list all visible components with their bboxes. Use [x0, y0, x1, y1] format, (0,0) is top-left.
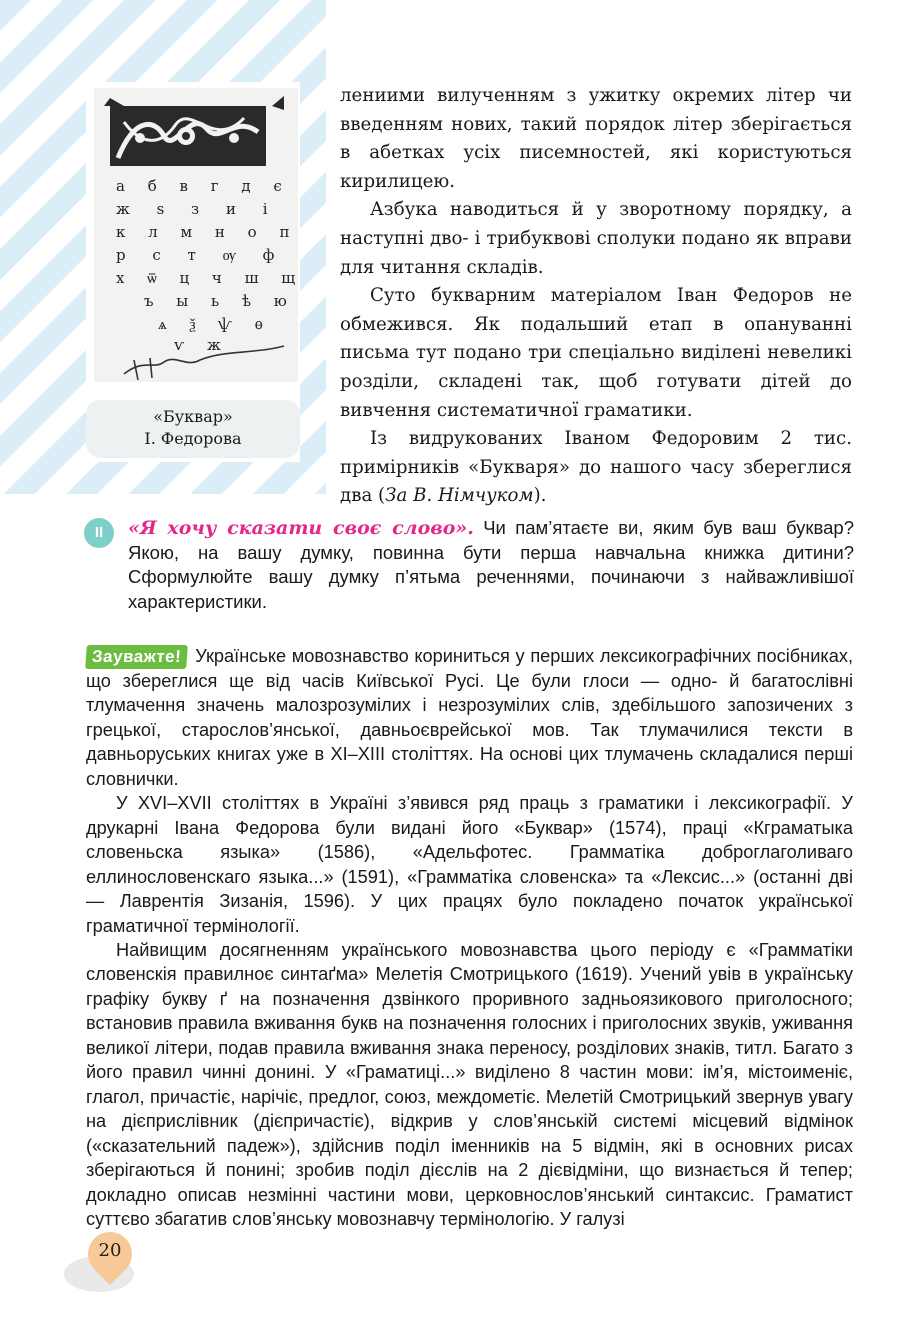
page-number-marker	[60, 1232, 140, 1296]
bukvar-illustration	[94, 88, 298, 382]
alphabet-row: ж ѕ з и і	[116, 200, 279, 218]
caption-title: «Буквар»	[153, 407, 233, 426]
alphabet-row: р с т ѹ ф	[116, 246, 286, 264]
paragraph-text: Із видрукованих Іваном Федоровим 2 тис. примірників «Букваря» до нашого часу збереглися два (	[340, 428, 852, 507]
paragraph	[86, 644, 853, 791]
paragraph: лениими вилученням з ужитку окремих літер чи введенням нових, такий порядок літер зберігається в абетках усіх писемностей, які користуються кирилицею.	[340, 85, 852, 192]
alphabet-row: ѵ ж	[174, 336, 230, 354]
task-body: Чи пам’ятаєте ви, яким був ваш буквар? Якою, на вашу думку, повинна бути перша навчальна книжка дитини? Сформулюйте вашу думку п’ятьма реченнями, починаючи з найважливішої характеристики.	[128, 517, 854, 612]
alphabet-row: х ѿ ц ч ш щ	[116, 269, 298, 287]
page-number: 20	[98, 1240, 122, 1261]
paragraph-text: Українське мовознавство кориниться у перших лексикографічних посібниках, що збереглися ще від часів Київської Русі. Це були глоси — одно- й багатослівні тлумачення значень малозрозумілих і незрозумілих слів, здебільшого запозичених з грецької, старослов’янської, давньоєврейської мов. Так тлумачилися тексти в давньоруських книгах уже в XI–XIII століттях. На основі цих тлумачень складалися перші словнички.	[86, 646, 853, 789]
paragraph: Суто букварним матеріалом Іван Федоров не обмежився. Як подальший етап в опануванні письма тут подано три спеціально виділені невеликі розділи, складені так, щоб готувати дітей до вивчення систематичної граматики.	[340, 285, 852, 421]
figure-caption	[86, 400, 300, 458]
bukvar-page-image	[94, 88, 298, 382]
paragraph: У XVI–XVII століттях в Україні з’явився ряд праць з граматики і лексикографії. У друкарні Івана Федорова були видані його «Буквар» (1574), праці «Кграматыка словеньска языка» (1586), «Адельфотес. Грамматіка доброглаголиваго еллинословенскаго языка...» (1591), «Грамматіка словенска» та «Лексис...» (останні дві — Лаврентія Зизанія, 1596). У цих працях було покладено початок української граматичної термінології.	[86, 793, 853, 936]
source-citation: За В. Німчуком	[385, 485, 534, 507]
alphabet-row: ъ ы ь ѣ ю	[144, 292, 296, 310]
task-number-badge: II	[84, 518, 114, 548]
bukvar-description	[340, 82, 852, 511]
task-text	[128, 516, 854, 614]
paragraph-end: ).	[533, 485, 547, 507]
alphabet-row: ѧ ѯ ѱ ѳ	[158, 315, 272, 333]
note-section	[86, 644, 853, 1231]
caption-author: І. Федорова	[144, 429, 242, 448]
alphabet-row: а б в г д є	[116, 177, 291, 195]
task-block	[84, 516, 854, 614]
paragraph: Азбука наводиться й у зворотному порядку, а наступні дво- і трибуквові сполуки подано як вправи для читання складів.	[340, 199, 852, 278]
alphabet-row: к л м н о п	[116, 223, 298, 241]
note-badge: Зауважте!	[85, 645, 188, 669]
paragraph	[340, 425, 852, 511]
paragraph: Найвищим досягненням українського мовознавства цього періоду є «Грамматіки словенскія правилноє синтаґма» Мелетія Смотрицького (1619). Учений увів в українську графіку букву ґ на позначення дзвінкого проривного задньоязикового приголосного; встановив правила вживання букв на позначення голосних і приголосних звуків, уживання великої літери, подав правила вживання знака переносу, розділових знаків, титл. Багато з його правил чинні донині. У «Граматиці...» виділено 8 частин мови: ім’я, містоименіє, глагол, причастіє, нарічіє, предлог, союз, междометіє. Мелетій Смотрицький звернув увагу на дієприслівник (дієпричастіє), відкрив у слов’янській системі місцевий відмінок («сказательний падеж»), здійснив поділ іменників на 5 відмін, які в основних рисах зберігаються й понині; зробив поділ дієслів на 2 дієвідміни, що визнається й тепер; докладно описав незмінні частини мови, церковнослов’янський синтаксис. Граматист суттєво збагатив слов’янську мовознавчу термінологію. У галузі	[86, 939, 853, 1229]
task-title: «Я хочу сказати своє слово».	[128, 517, 474, 539]
